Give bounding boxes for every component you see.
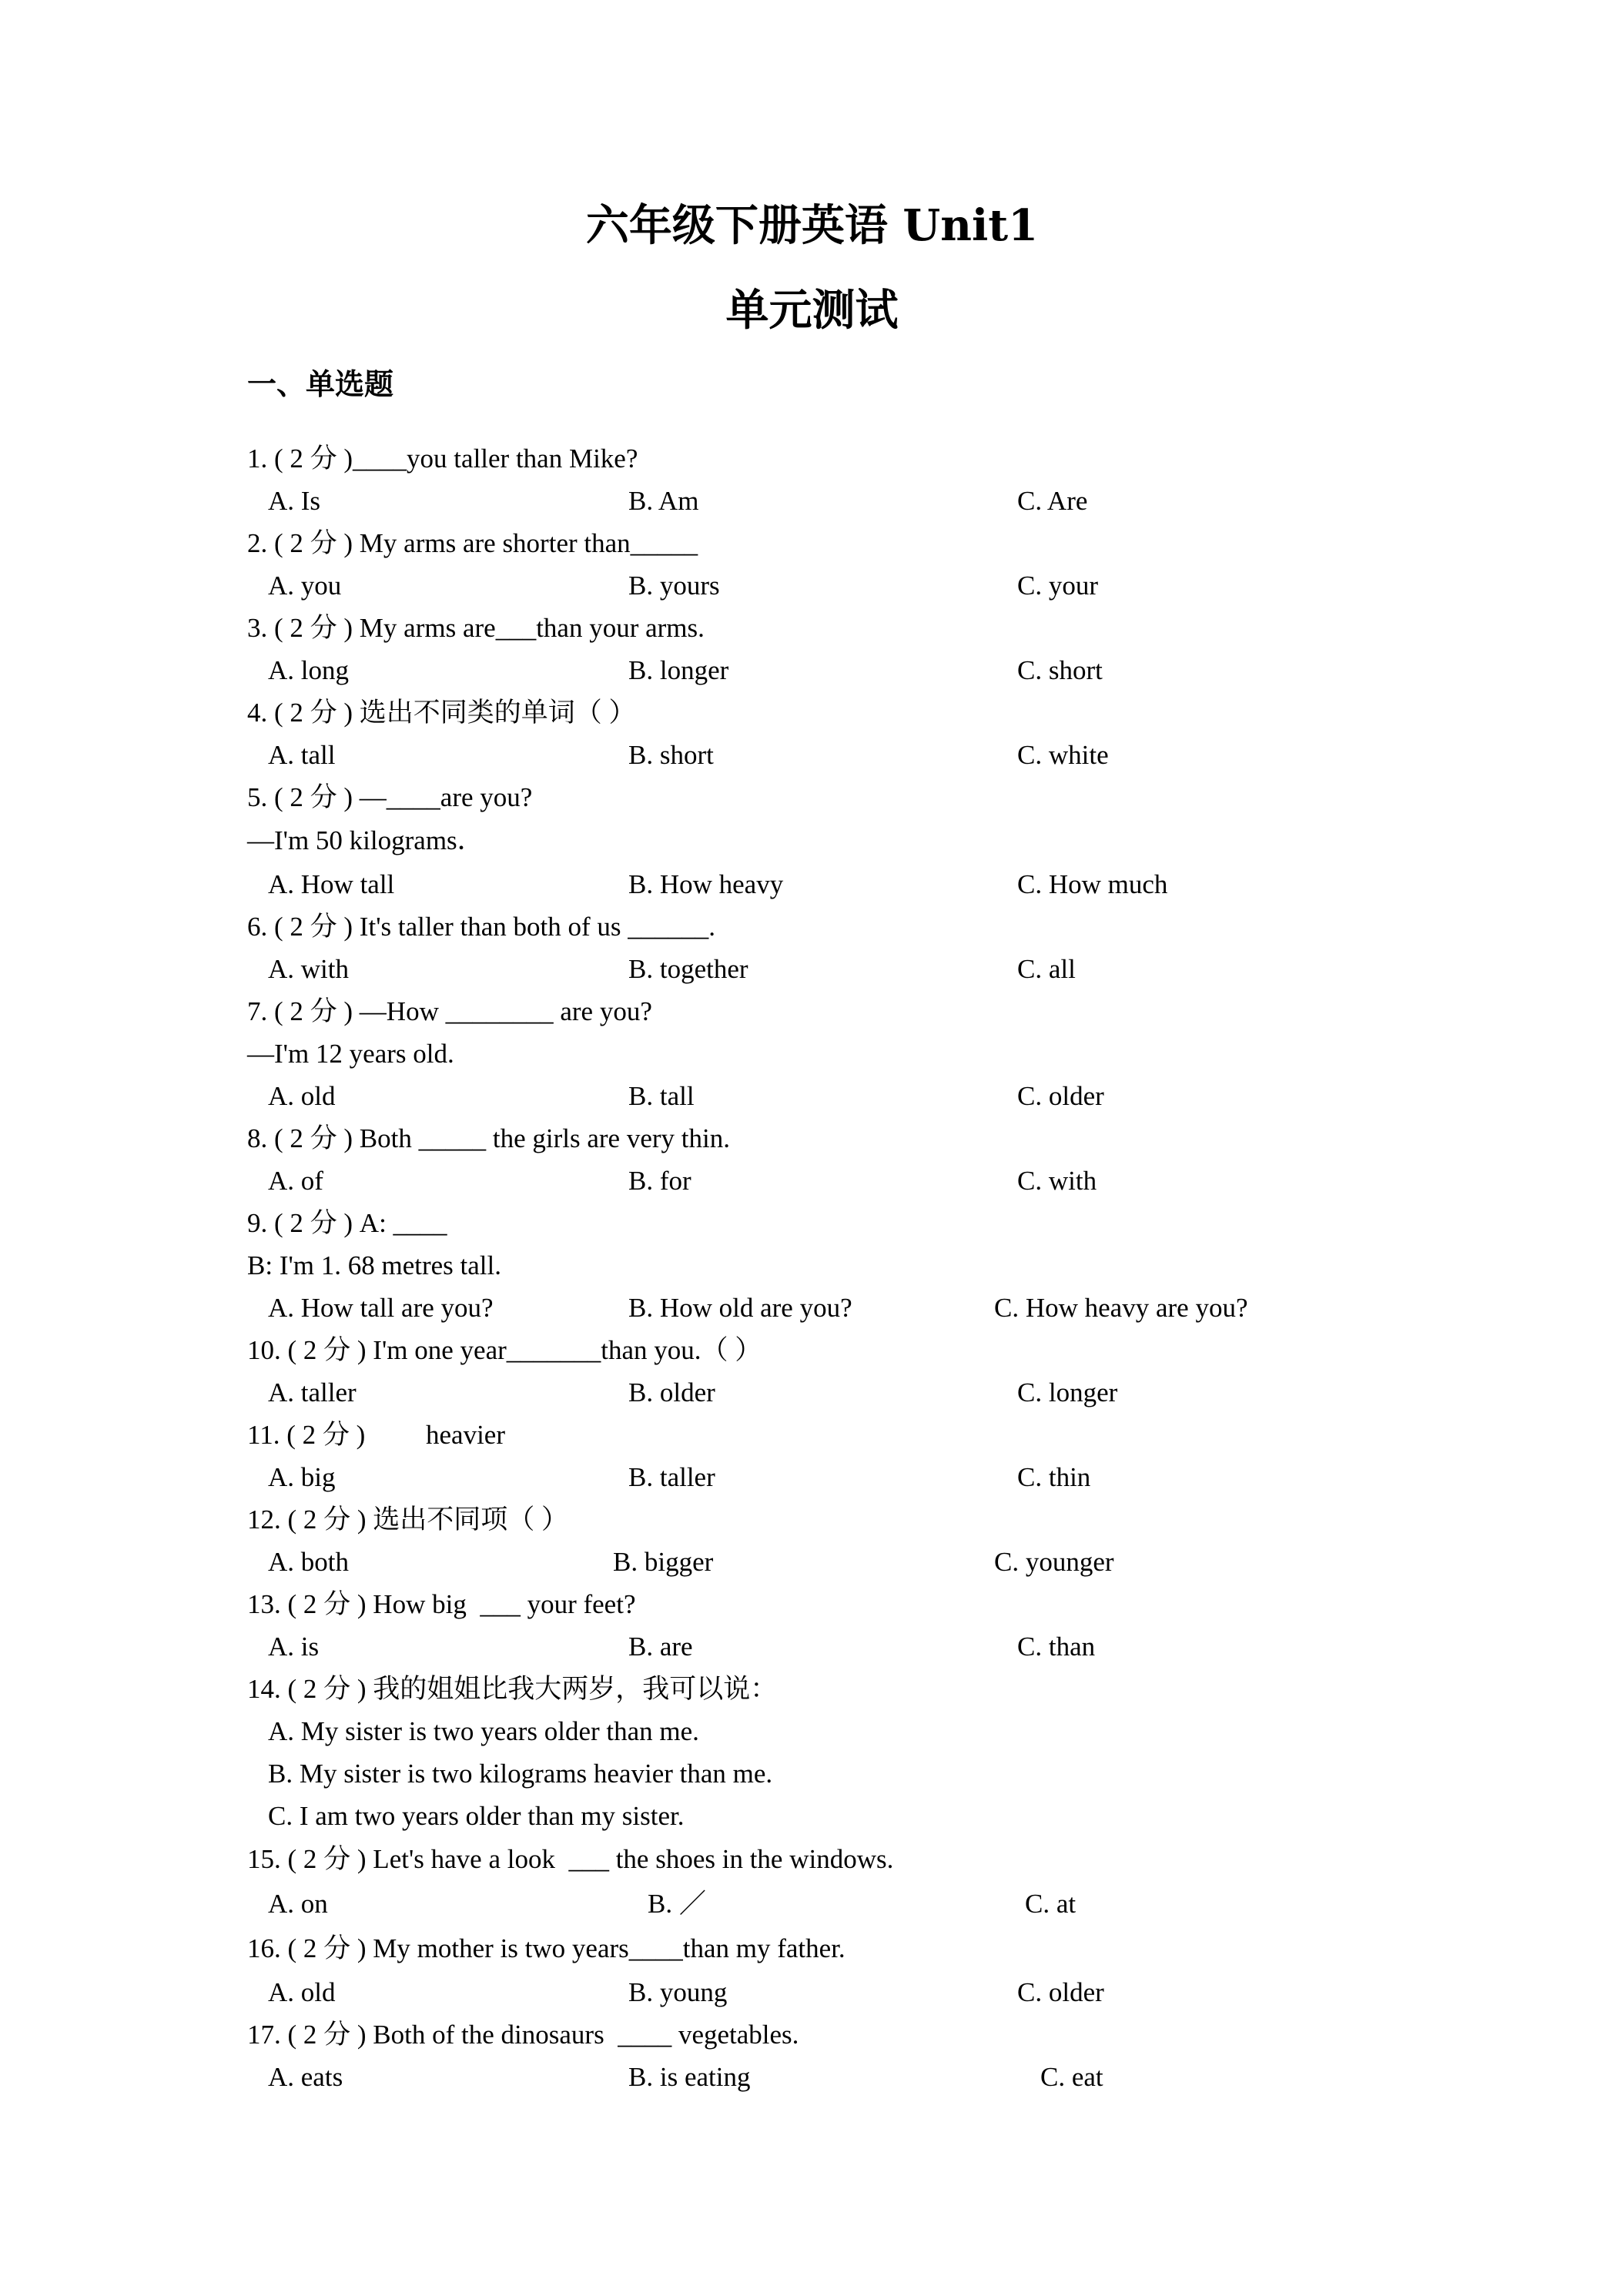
question-list [247,437,1402,2098]
option-c[interactable]: C. your [1017,571,1098,601]
option-b[interactable]: B. together [628,954,748,984]
question-3-stem: 3. ( 2 分 ) My arms are___than your arms. [247,613,705,643]
question-14-stem: 14. ( 2 分 ) 我的姐姐比我大两岁，我可以说： [247,1674,778,1704]
option-b[interactable]: B. short [628,740,714,770]
question-17-options [247,2056,1402,2098]
option-b[interactable]: B. is eating [628,2062,751,2092]
question-7-options [247,1075,1402,1117]
option-c[interactable]: C. all [1017,954,1076,984]
option-a[interactable]: A. long [268,655,349,685]
question-6-options [247,948,1402,990]
option-c[interactable]: C. Are [1017,486,1088,516]
option-c[interactable]: C. white [1017,740,1109,770]
question-13-options [247,1625,1402,1668]
option-b[interactable]: B. longer [628,655,729,685]
option-b[interactable]: B. yours [628,571,720,601]
question-8-options [247,1160,1402,1202]
option-a[interactable]: A. How tall [268,869,395,899]
question-14-option-b [247,1752,1402,1795]
question-9-stem: 9. ( 2 分 ) A: ____ [247,1208,447,1238]
question-15-stem: 15. ( 2 分 ) Let's have a look ___ the shoes in the windows. [247,1844,894,1874]
option-a[interactable]: A. both [268,1547,349,1577]
question-17-stem: 17. ( 2 分 ) Both of the dinosaurs ____ vegetables. [247,2020,799,2050]
exam-title: 六年级下册英语 Unit1 [585,200,1039,251]
question-4-options [247,734,1402,776]
exam-subtitle: 单元测试 [725,285,899,336]
question-9-dialogue: B: I'm 1. 68 metres tall. [247,1250,502,1280]
option-b[interactable]: B. My sister is two kilograms heavier than me. [268,1759,773,1789]
question-2-options [247,564,1402,607]
question-10-stem: 10. ( 2 分 ) I'm one year_______than you.（ ） [247,1335,762,1365]
option-a[interactable]: A. you [268,571,342,601]
option-c[interactable]: C. older [1017,1977,1104,2007]
question-14-option-c [247,1795,1402,1837]
option-c[interactable]: C. with [1017,1166,1097,1196]
question-2-stem: 2. ( 2 分 ) My arms are shorter than_____ [247,528,698,558]
option-b[interactable]: B. How old are you? [628,1293,852,1323]
option-b[interactable]: B. taller [628,1462,715,1492]
option-a[interactable]: A. Is [268,486,321,516]
question-8-stem: 8. ( 2 分 ) Both _____ the girls are very thin. [247,1123,730,1153]
option-c[interactable]: C. How much [1017,869,1168,899]
option-c[interactable]: C. I am two years older than my sister. [268,1801,685,1831]
question-12-stem: 12. ( 2 分 ) 选出不同项（ ） [247,1504,569,1535]
question-10-options [247,1371,1402,1414]
option-b[interactable]: B. young [628,1977,728,2007]
question-5-dialogue: —I'm 50 kilograms． [247,825,484,855]
question-16-stem: 16. ( 2 分 ) My mother is two years____than my father. [247,1933,845,1963]
question-5-stem: 5. ( 2 分 ) —____are you? [247,782,533,812]
option-b[interactable]: B. Am [628,486,699,516]
question-5-options [247,863,1402,905]
option-c[interactable]: C. than [1017,1632,1096,1662]
option-c[interactable]: C. short [1017,655,1103,685]
option-c[interactable]: C. younger [994,1547,1114,1577]
section-heading: 一、单选题 [247,367,394,401]
option-b[interactable]: B. are [628,1632,693,1662]
option-a[interactable]: A. How tall are you? [268,1293,494,1323]
question-6-stem: 6. ( 2 分 ) It's taller than both of us ______. [247,912,716,942]
option-b[interactable]: B. bigger [613,1547,714,1577]
option-a[interactable]: A. of [268,1166,323,1196]
question-14-option-a [247,1710,1402,1752]
option-b[interactable]: B. tall [628,1081,695,1111]
option-a[interactable]: A. tall [268,740,336,770]
option-a[interactable]: A. big [268,1462,336,1492]
option-a[interactable]: A. eats [268,2062,343,2092]
option-a[interactable]: A. My sister is two years older than me. [268,1716,699,1746]
question-7-stem: 7. ( 2 分 ) —How ________ are you? [247,996,652,1026]
option-a[interactable]: A. old [268,1977,336,2007]
option-b[interactable]: B. older [628,1377,715,1407]
option-c[interactable]: C. longer [1017,1377,1118,1407]
question-11-stem: 11. ( 2 分 ) heavier [247,1420,505,1450]
option-a[interactable]: A. with [268,954,349,984]
option-a[interactable]: A. on [268,1889,328,1919]
question-13-stem: 13. ( 2 分 ) How big ___ your feet? [247,1589,636,1619]
option-c[interactable]: C. older [1017,1081,1104,1111]
option-c[interactable]: C. eat [1040,2062,1103,2092]
option-b[interactable]: B. How heavy [628,869,784,899]
question-11-options [247,1456,1402,1498]
option-b[interactable]: B. for [628,1166,691,1196]
question-1-stem: 1. ( 2 分 )____you taller than Mike? [247,443,638,474]
option-b[interactable]: B. ／ [648,1889,706,1919]
option-c[interactable]: C. at [1025,1889,1077,1919]
option-c[interactable]: C. thin [1017,1462,1091,1492]
option-a[interactable]: A. is [268,1632,320,1662]
question-12-options [247,1541,1402,1583]
question-7-dialogue: —I'm 12 years old. [247,1039,454,1069]
question-1-options [247,480,1402,522]
option-c[interactable]: C. How heavy are you? [994,1293,1248,1323]
option-a[interactable]: A. old [268,1081,336,1111]
question-15-options [247,1882,1402,1926]
question-16-options [247,1971,1402,2013]
question-4-stem: 4. ( 2 分 ) 选出不同类的单词（ ） [247,698,636,728]
question-9-options [247,1287,1402,1329]
option-a[interactable]: A. taller [268,1377,357,1407]
question-3-options [247,649,1402,691]
